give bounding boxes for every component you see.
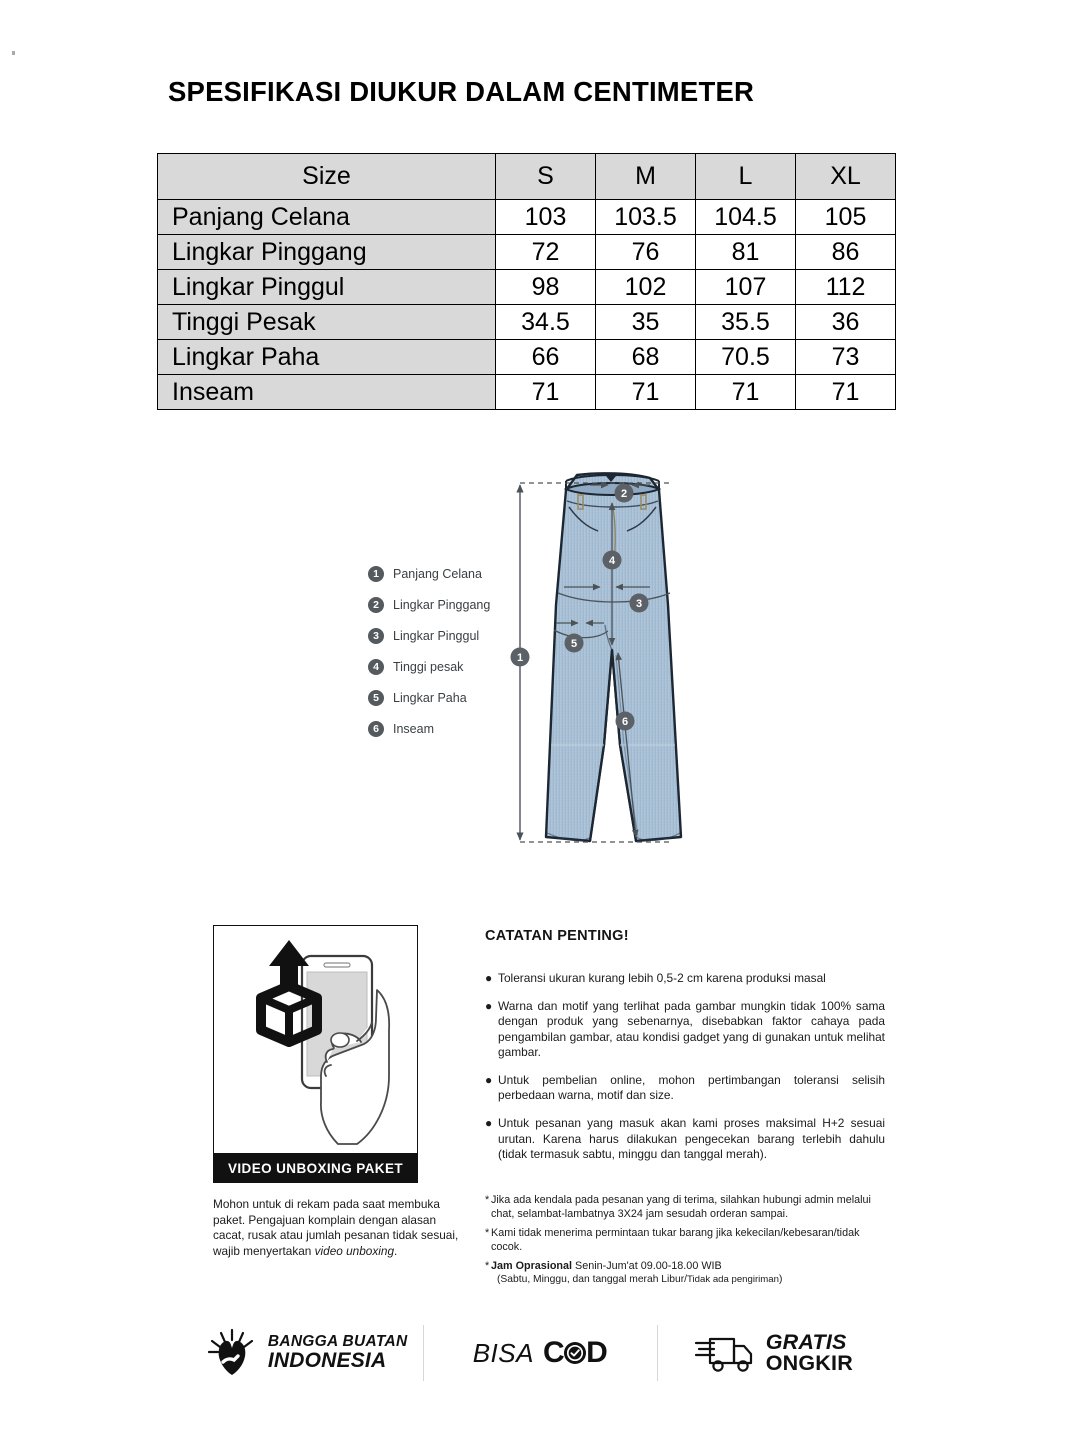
scan-artifact <box>12 51 15 55</box>
row-label: Panjang Celana <box>158 200 496 235</box>
size-chart-table-container <box>157 153 895 410</box>
page-title: SPESIFIKASI DIUKUR DALAM CENTIMETER <box>168 76 755 107</box>
operational-hours: Senin-Jum'at 09.00-18.00 WIB <box>572 1260 722 1273</box>
legend-badge-5: 5 <box>368 690 384 706</box>
size-chart-table <box>157 153 896 410</box>
cod-letter-c: C <box>542 1336 565 1369</box>
badge-line-1: GRATIS <box>765 1329 847 1354</box>
marker-2-label: 2 <box>620 488 628 500</box>
unboxing-caption-italic: video unboxing <box>314 1243 395 1258</box>
operational-label: Jam Oprasional <box>491 1260 573 1273</box>
row-label: Lingkar Paha <box>158 340 496 375</box>
unboxing-illustration <box>213 925 418 1153</box>
cell-value: 71 <box>796 375 896 410</box>
note-bullet-icon: ● <box>485 999 493 1014</box>
legend-label-5: Lingkar Paha <box>393 690 467 705</box>
cod-prefix-label: BISA <box>472 1337 534 1368</box>
operational-sub-close: ) <box>778 1274 783 1286</box>
cell-value: 71 <box>496 375 596 410</box>
table-row <box>158 200 896 235</box>
footnote-text: Jika ada kendala pada pesanan yang di terima, silahkan hubungi admin melalui chat, selambat-lambatnya 3X24 jam sesudah orderan sampai. <box>491 1194 871 1221</box>
delivery-truck-icon <box>694 1332 756 1374</box>
legend-item-5 <box>368 682 518 713</box>
operational-sub-open: (Sabtu, Minggu, dan tanggal merah Libur/ <box>497 1274 688 1286</box>
note-bullet-icon: ● <box>485 1116 493 1131</box>
legend-label-2: Lingkar Pinggang <box>393 597 491 612</box>
note-bullet-icon: ● <box>485 1073 493 1088</box>
legend-badge-6: 6 <box>368 721 384 737</box>
cell-value: 35 <box>596 305 696 340</box>
cell-value: 86 <box>796 235 896 270</box>
operational-line <box>491 1259 885 1273</box>
footnote-item <box>485 1193 885 1221</box>
cell-value: 68 <box>596 340 696 375</box>
marker-5-label: 5 <box>570 638 578 650</box>
legend-badge-4: 4 <box>368 659 384 675</box>
marker-3-label: 3 <box>635 598 643 610</box>
diagram-marker-6 <box>616 712 635 731</box>
footnote-text: Kami tidak menerima permintaan tukar barang jika kekecilan/kebesaran/tidak cocok. <box>491 1227 860 1254</box>
cod-word <box>543 1336 607 1370</box>
cell-value: 103 <box>496 200 596 235</box>
bangga-buatan-indonesia-icon <box>206 1327 258 1379</box>
badge-line-1: BANGGA BUATAN <box>267 1333 408 1351</box>
diagram-marker-3 <box>630 594 649 613</box>
cell-value: 103.5 <box>596 200 696 235</box>
cell-value: 102 <box>596 270 696 305</box>
note-text: Warna dan motif yang terlihat pada gambar mungkin tidak 100% sama dengan produk yang sebenarnya, disebabkan faktor cahaya pada pengambilan gambar, atau kondisi gadget yang di gunakan untuk melihat gambar. <box>498 999 885 1059</box>
notes-title: CATATAN PENTING! <box>485 928 629 944</box>
column-header-s: S <box>496 154 596 200</box>
cell-value: 70.5 <box>696 340 796 375</box>
legend-badge-2: 2 <box>368 597 384 613</box>
badge-line-2: ONGKIR <box>765 1351 853 1375</box>
cell-value: 71 <box>596 375 696 410</box>
legend-label-1: Panjang Celana <box>393 566 482 581</box>
diagram-legend <box>368 558 518 744</box>
pants-illustration <box>546 473 681 841</box>
note-text: Toleransi ukuran kurang lebih 0,5-2 cm karena produksi masal <box>498 971 826 985</box>
footnotes <box>485 1193 885 1287</box>
cod-check-circle-icon <box>563 1341 587 1365</box>
cell-value: 71 <box>696 375 796 410</box>
marker-1-label: 1 <box>516 652 524 664</box>
diagram-marker-2 <box>615 484 634 503</box>
phone-recording-box-icon <box>214 926 416 1151</box>
legend-label-6: Inseam <box>393 721 434 736</box>
table-row <box>158 375 896 410</box>
legend-item-2 <box>368 589 518 620</box>
table-body <box>158 200 896 410</box>
column-header-m: M <box>596 154 696 200</box>
row-label: Tinggi Pesak <box>158 305 496 340</box>
operational-sub-small: Tidak ada pengiriman <box>687 1274 779 1286</box>
footnote-star: * <box>485 1227 490 1240</box>
table-row <box>158 235 896 270</box>
table-header-row <box>158 154 896 200</box>
note-bullet-icon: ● <box>485 971 493 985</box>
cod-letter-d: D <box>586 1336 608 1369</box>
cell-value: 107 <box>696 270 796 305</box>
column-header-size: Size <box>158 154 496 200</box>
trust-badge-strip <box>190 1308 890 1398</box>
legend-badge-3: 3 <box>368 628 384 644</box>
note-item <box>485 1073 885 1103</box>
unboxing-caption-period: . <box>394 1243 398 1258</box>
unboxing-caption <box>213 1197 465 1259</box>
legend-label-4: Tinggi pesak <box>393 659 464 674</box>
operational-sub <box>491 1273 885 1287</box>
badge-gratis-ongkir <box>657 1319 890 1387</box>
legend-item-1 <box>368 558 518 589</box>
table-header <box>158 154 896 200</box>
marker-4-label: 4 <box>608 555 616 567</box>
cell-value: 66 <box>496 340 596 375</box>
row-label: Lingkar Pinggang <box>158 235 496 270</box>
column-header-xl: XL <box>796 154 896 200</box>
diagram-marker-4 <box>603 551 622 570</box>
badge-line-2: INDONESIA <box>267 1349 387 1373</box>
diagram-marker-5 <box>565 634 584 653</box>
cell-value: 72 <box>496 235 596 270</box>
footnote-star: * <box>485 1260 490 1273</box>
cell-value: 98 <box>496 270 596 305</box>
cell-value: 34.5 <box>496 305 596 340</box>
cell-value: 112 <box>796 270 896 305</box>
marker-6-label: 6 <box>621 716 629 728</box>
table-row <box>158 270 896 305</box>
cell-value: 105 <box>796 200 896 235</box>
footnote-operational <box>485 1259 885 1287</box>
badge-bisa-cod <box>423 1319 656 1387</box>
note-text: Untuk pembelian online, mohon pertimbangan toleransi selisih perbedaan warna, motif dan size. <box>498 1073 885 1103</box>
legend-label-3: Lingkar Pinggul <box>393 628 480 643</box>
cell-value: 76 <box>596 235 696 270</box>
note-item <box>485 1116 885 1162</box>
legend-item-6 <box>368 713 518 744</box>
footnote-star: * <box>485 1194 490 1207</box>
cell-value: 73 <box>796 340 896 375</box>
legend-item-3 <box>368 620 518 651</box>
cell-value: 36 <box>796 305 896 340</box>
table-row <box>158 305 896 340</box>
cell-value: 81 <box>696 235 796 270</box>
unboxing-card <box>213 925 459 1259</box>
legend-badge-1: 1 <box>368 566 384 582</box>
row-label: Inseam <box>158 375 496 410</box>
row-label: Lingkar Pinggul <box>158 270 496 305</box>
note-item <box>485 971 885 986</box>
column-header-l: L <box>696 154 796 200</box>
legend-item-4 <box>368 651 518 682</box>
important-notes-section <box>485 928 885 1292</box>
badge-bangga-indonesia <box>190 1319 423 1387</box>
table-row <box>158 340 896 375</box>
note-item <box>485 999 885 1060</box>
footnote-item <box>485 1226 885 1254</box>
unboxing-caption-text: Mohon untuk di rekam pada saat membuka paket. Pengajuan komplain dengan alasan cacat, rusak atau jumlah pesanan tidak sesuai, wajib menyertakan <box>213 1197 459 1258</box>
note-text: Untuk pesanan yang masuk akan kami proses maksimal H+2 sesuai urutan. Karena harus dilakukan pengecekan barang terlebih dahulu (tidak termasuk sabtu, minggu dan tanggal merah). <box>498 1116 885 1161</box>
cell-value: 104.5 <box>696 200 796 235</box>
unboxing-banner: VIDEO UNBOXING PAKET <box>213 1153 418 1183</box>
cell-value: 35.5 <box>696 305 796 340</box>
